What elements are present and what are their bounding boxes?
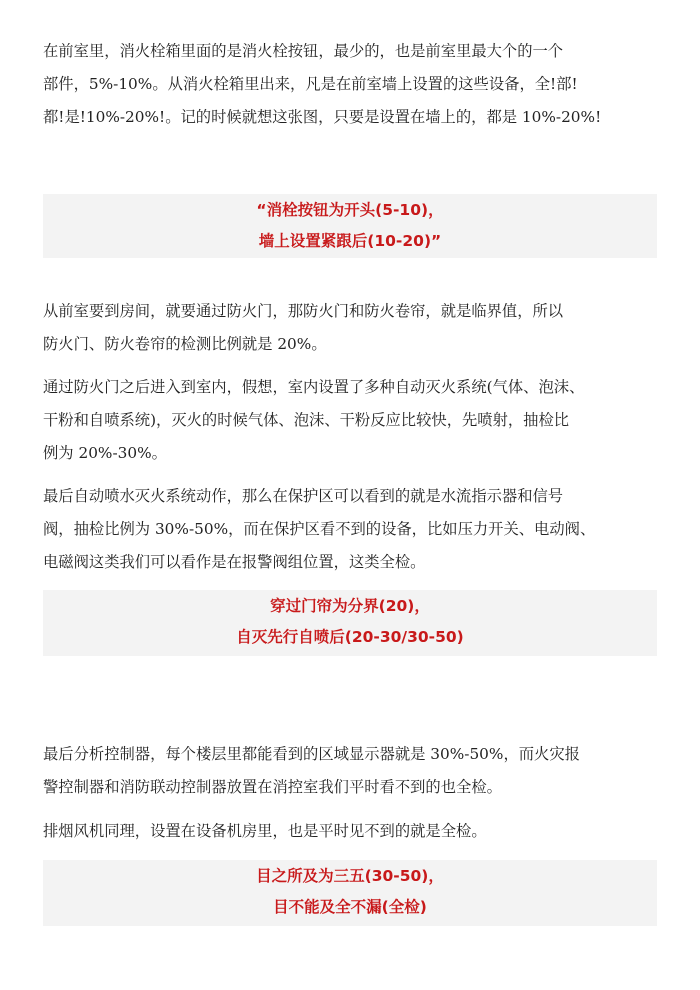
callout-line: 目之所及为三五(30-50)， [256, 867, 444, 885]
callout-line: 自灭先行自喷后(20-30/30-50) [236, 628, 464, 646]
callout-line: 墙上设置紧跟后(10-20)” [258, 232, 442, 250]
callout-line: 穿过门帘为分界(20)， [270, 597, 430, 615]
callout-line: “消栓按钮为开头(5-10)， [256, 201, 444, 219]
paragraph-line: 电磁阀这类我们可以看作是在报警阀组位置，这类全检。 [43, 553, 426, 571]
paragraph-smoke-exhaust-fan [43, 815, 673, 848]
paragraph-controllers [43, 738, 673, 804]
paragraph-line: 部件，5%-10%。从消火栓箱里出来，凡是在前室墙上设置的这些设备，全!部! [43, 75, 578, 93]
paragraph-sprinkler-system [43, 480, 673, 579]
paragraph-line: 都!是!10%-20%!。记的时候就想这张图，只要是设置在墙上的，都是 10%-20%! [43, 108, 602, 126]
paragraph-line: 干粉和自喷系统)，灭火的时候气体、泡沫、干粉反应比较快，先喷射，抽检比 [43, 411, 570, 429]
paragraph-fire-door [43, 295, 673, 361]
callout-line: 目不能及全不漏(全检) [273, 898, 427, 916]
mnemonic-callout-2 [43, 590, 657, 656]
paragraph-line: 防火门、防火卷帘的检测比例就是 20%。 [43, 335, 327, 353]
paragraph-fire-hydrant-button [43, 35, 673, 134]
paragraph-line: 最后分析控制器，每个楼层里都能看到的区域显示器就是 30%-50%，而火灾报 [43, 745, 580, 763]
paragraph-line: 在前室里，消火栓箱里面的是消火栓按钮，最少的，也是前室里最大个的一个 [43, 42, 564, 60]
paragraph-line: 从前室要到房间，就要通过防火门，那防火门和防火卷帘，就是临界值，所以 [43, 302, 564, 320]
paragraph-auto-extinguishing [43, 371, 673, 470]
mnemonic-callout-3 [43, 860, 657, 926]
paragraph-line: 通过防火门之后进入到室内，假想，室内设置了多种自动灭火系统(气体、泡沫、 [43, 378, 585, 396]
paragraph-line: 例为 20%-30%。 [43, 444, 167, 462]
paragraph-line: 警控制器和消防联动控制器放置在消控室我们平时看不到的也全检。 [43, 778, 502, 796]
paragraph-line: 最后自动喷水灭火系统动作，那么在保护区可以看到的就是水流指示器和信号 [43, 487, 564, 505]
mnemonic-callout-1 [43, 194, 657, 258]
paragraph-line: 阀，抽检比例为 30%-50%，而在保护区看不到的设备，比如压力开关、电动阀、 [43, 520, 596, 538]
paragraph-line: 排烟风机同理，设置在设备机房里，也是平时见不到的就是全检。 [43, 822, 487, 840]
